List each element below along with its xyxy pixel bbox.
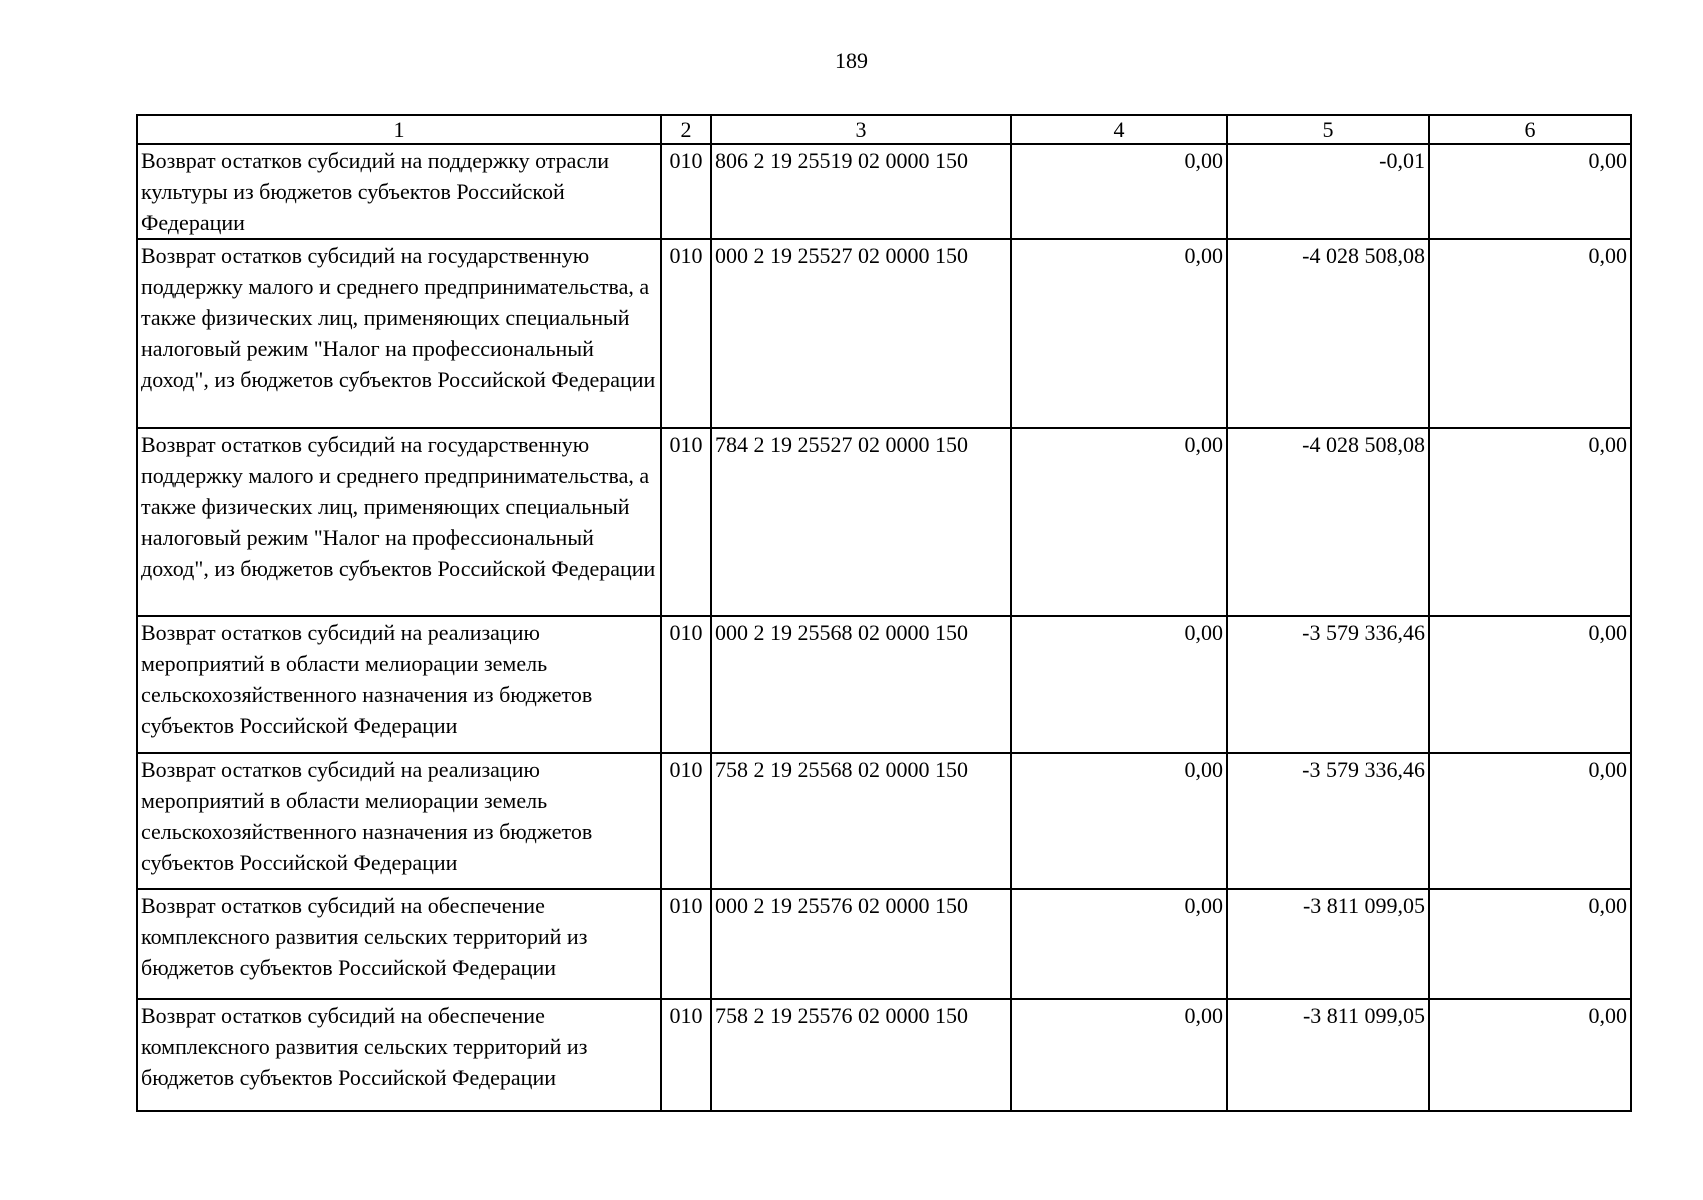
- row-col6: 0,00: [1429, 144, 1631, 239]
- table-row: [137, 999, 1631, 1111]
- row-code: 010: [661, 428, 711, 616]
- header-cell-3: 3: [711, 115, 1011, 144]
- row-description: Возврат остатков субсидий на реализацию мероприятий в области мелиорации земель сельскохозяйственного назначения из бюджетов субъектов Российской Федерации: [137, 753, 661, 889]
- row-description: Возврат остатков субсидий на обеспечение комплексного развития сельских территорий из бюджетов субъектов Российской Федерации: [137, 999, 661, 1111]
- row-kbk: 758 2 19 25576 02 0000 150: [711, 999, 1011, 1111]
- row-col5: -0,01: [1227, 144, 1429, 239]
- row-col5: -4 028 508,08: [1227, 239, 1429, 428]
- row-code: 010: [661, 753, 711, 889]
- table-row: [137, 144, 1631, 239]
- table-row: [137, 428, 1631, 616]
- row-col6: 0,00: [1429, 428, 1631, 616]
- row-kbk: 000 2 19 25576 02 0000 150: [711, 889, 1011, 999]
- row-col4: 0,00: [1011, 753, 1227, 889]
- header-cell-1: 1: [137, 115, 661, 144]
- table-row: [137, 616, 1631, 753]
- row-col6: 0,00: [1429, 616, 1631, 753]
- row-kbk: 784 2 19 25527 02 0000 150: [711, 428, 1011, 616]
- row-col6: 0,00: [1429, 239, 1631, 428]
- row-kbk: 000 2 19 25568 02 0000 150: [711, 616, 1011, 753]
- row-col5: -3 811 099,05: [1227, 999, 1429, 1111]
- row-description: Возврат остатков субсидий на реализацию мероприятий в области мелиорации земель сельскохозяйственного назначения из бюджетов субъектов Российской Федерации: [137, 616, 661, 753]
- header-cell-2: 2: [661, 115, 711, 144]
- row-code: 010: [661, 239, 711, 428]
- row-kbk: 806 2 19 25519 02 0000 150: [711, 144, 1011, 239]
- row-col4: 0,00: [1011, 144, 1227, 239]
- row-col6: 0,00: [1429, 753, 1631, 889]
- row-description: Возврат остатков субсидий на обеспечение комплексного развития сельских территорий из бюджетов субъектов Российской Федерации: [137, 889, 661, 999]
- row-col4: 0,00: [1011, 999, 1227, 1111]
- row-code: 010: [661, 144, 711, 239]
- table-row: [137, 239, 1631, 428]
- row-code: 010: [661, 616, 711, 753]
- row-col5: -4 028 508,08: [1227, 428, 1429, 616]
- row-col4: 0,00: [1011, 428, 1227, 616]
- header-cell-4: 4: [1011, 115, 1227, 144]
- budget-table: [136, 114, 1632, 1112]
- row-kbk: 758 2 19 25568 02 0000 150: [711, 753, 1011, 889]
- row-col4: 0,00: [1011, 616, 1227, 753]
- header-cell-6: 6: [1429, 115, 1631, 144]
- row-code: 010: [661, 999, 711, 1111]
- row-col5: -3 811 099,05: [1227, 889, 1429, 999]
- row-col6: 0,00: [1429, 889, 1631, 999]
- header-cell-5: 5: [1227, 115, 1429, 144]
- row-col4: 0,00: [1011, 889, 1227, 999]
- row-col4: 0,00: [1011, 239, 1227, 428]
- row-col6: 0,00: [1429, 999, 1631, 1111]
- row-col5: -3 579 336,46: [1227, 753, 1429, 889]
- table-row: [137, 889, 1631, 999]
- table-header-row: [137, 115, 1631, 144]
- row-description: Возврат остатков субсидий на государственную поддержку малого и среднего предпринимательства, а также физических лиц, применяющих специальный налоговый режим "Налог на профессиональный доход", из бюджетов субъектов Российской Федерации: [137, 239, 661, 428]
- row-kbk: 000 2 19 25527 02 0000 150: [711, 239, 1011, 428]
- table-row: [137, 753, 1631, 889]
- row-description: Возврат остатков субсидий на поддержку отрасли культуры из бюджетов субъектов Российской Федерации: [137, 144, 661, 239]
- row-col5: -3 579 336,46: [1227, 616, 1429, 753]
- page-number: 189: [835, 48, 868, 73]
- row-code: 010: [661, 889, 711, 999]
- row-description: Возврат остатков субсидий на государственную поддержку малого и среднего предпринимательства, а также физических лиц, применяющих специальный налоговый режим "Налог на профессиональный доход", из бюджетов субъектов Российской Федерации: [137, 428, 661, 616]
